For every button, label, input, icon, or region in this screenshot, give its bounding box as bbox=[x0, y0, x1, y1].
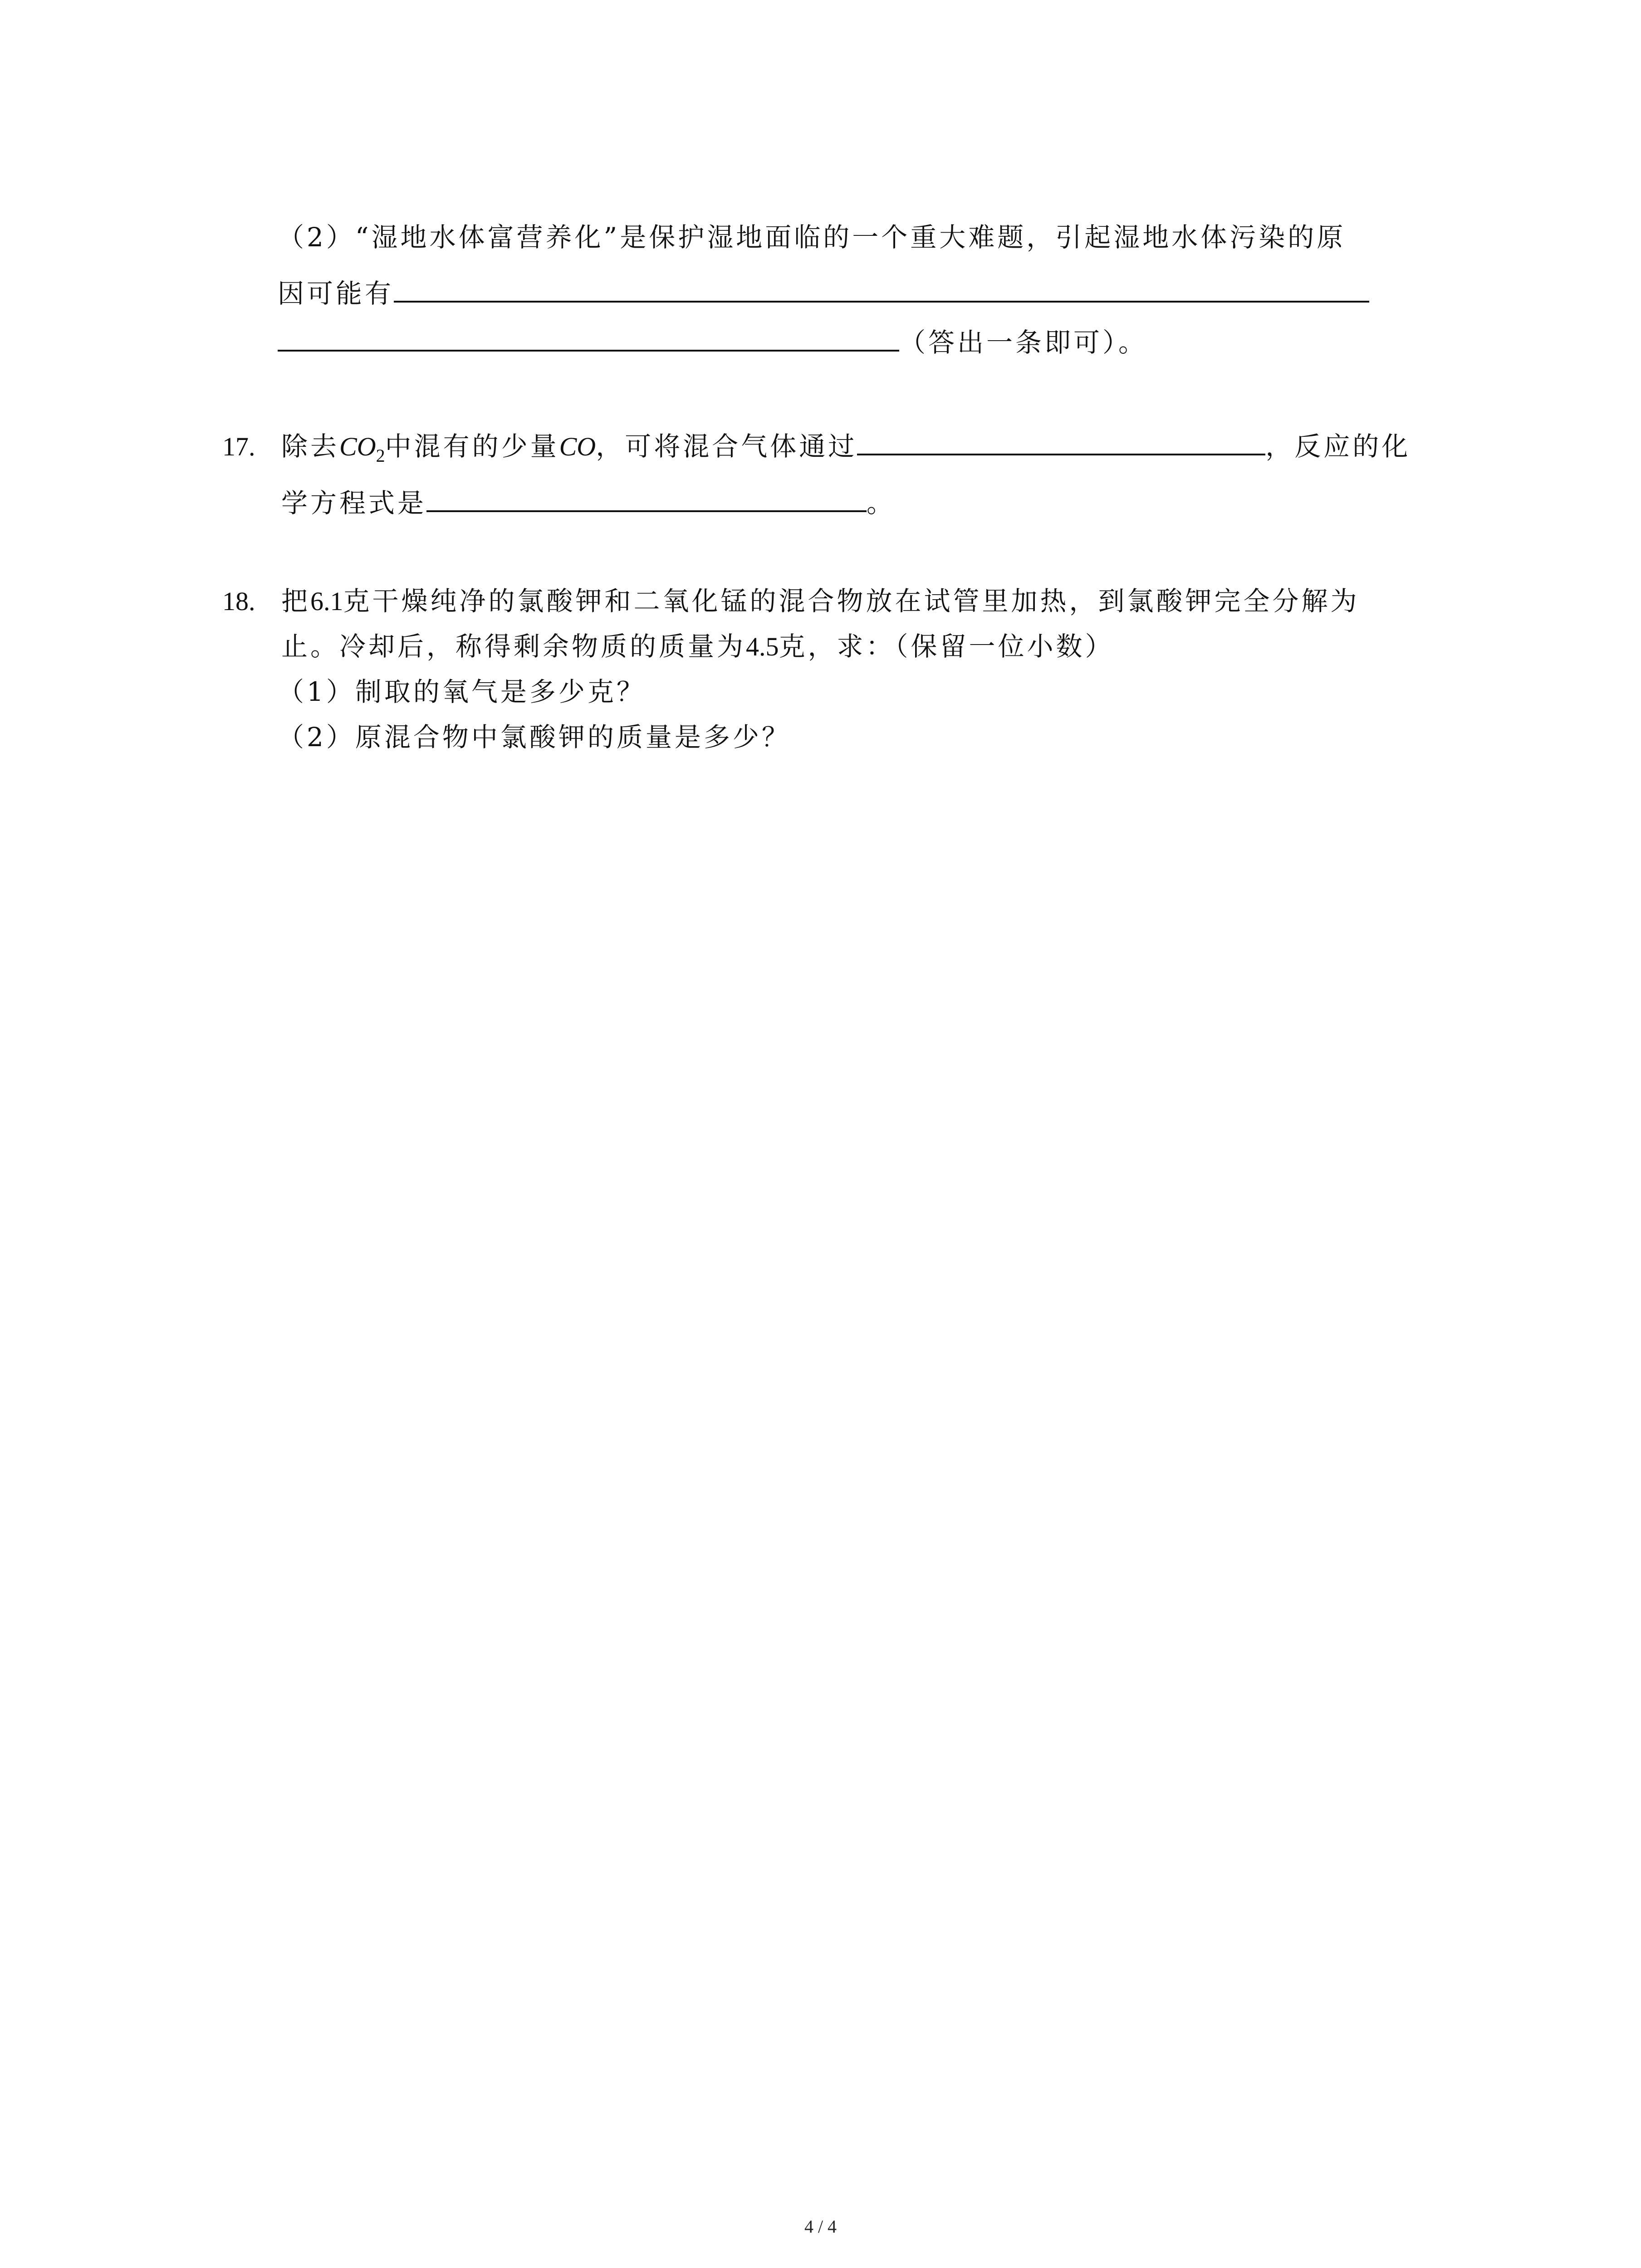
answer-blank-q16-b[interactable] bbox=[278, 323, 899, 352]
question-number: 17. bbox=[222, 432, 255, 461]
q18-line1: 18. 把6.1克干燥纯净的氯酸钾和二氧化锰的混合物放在试管里加热，到氯酸钾完全分解为 bbox=[222, 583, 1360, 620]
q16-part2-line2: 因可能有 bbox=[278, 274, 1369, 312]
q17-line2: 学方程式是 。 bbox=[281, 483, 896, 521]
page-number: 4 / 4 bbox=[804, 2216, 837, 2237]
answer-blank-q17-equation[interactable] bbox=[426, 483, 867, 512]
q18-line2: 止。冷却后，称得剩余物质的质量为4.5克，求：（保留一位小数） bbox=[281, 631, 1114, 662]
question-number: 18. bbox=[222, 587, 255, 616]
q18-sub2: （2）原混合物中氯酸钾的质量是多少？ bbox=[278, 722, 791, 753]
formula-co: CO bbox=[559, 432, 596, 461]
q16-part2-line1: （2）“湿地水体富营养化”是保护湿地面临的一个重大难题，引起湿地水体污染的原 bbox=[278, 222, 1346, 253]
q16-part2-line3: （答出一条即可）。 bbox=[278, 323, 1147, 361]
q18-sub1: （1）制取的氧气是多少克？ bbox=[278, 676, 646, 707]
q17-line1: 17. 除去$CO_2$中混有的少量CO，可将混合气体通过 ，反应的化 bbox=[222, 426, 1411, 468]
answer-blank-q17-reagent[interactable] bbox=[857, 426, 1265, 455]
answer-blank-q16-a[interactable] bbox=[394, 274, 1369, 303]
formula-co2: $CO_2$ bbox=[339, 432, 385, 466]
